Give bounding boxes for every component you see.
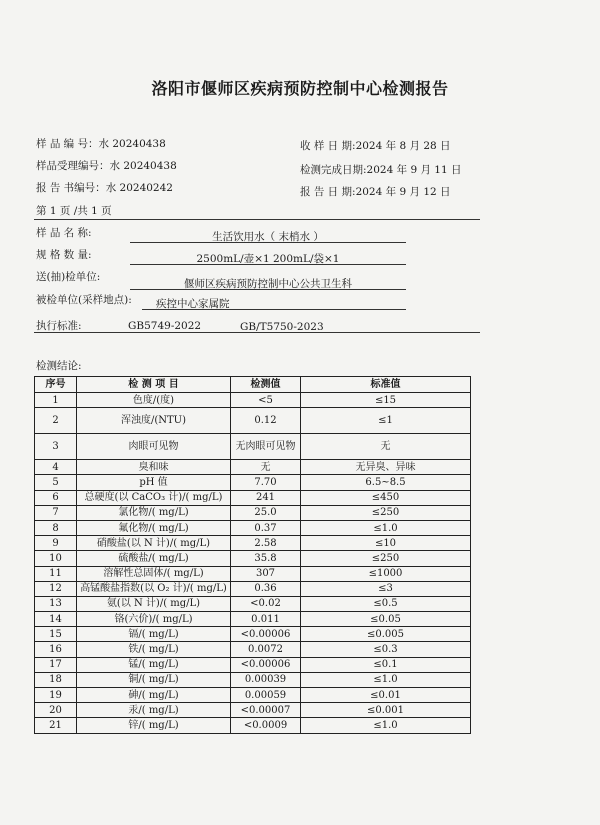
table-row: [35, 672, 471, 687]
cell-std: 无异臭、异味: [301, 460, 471, 475]
cell-no: 8: [35, 520, 77, 535]
table-header-row: [35, 377, 471, 393]
reported-label: 报 告 日 期:: [300, 186, 356, 198]
accept-no-label: 样品受理编号：: [36, 160, 110, 172]
table-row: [35, 581, 471, 596]
received-date: [300, 138, 451, 153]
cell-item: 锰/( mg/L): [77, 657, 231, 672]
cell-value: 241: [231, 490, 301, 505]
cell-std: 无: [301, 434, 471, 460]
cell-value: 0.00059: [231, 688, 301, 703]
standard-label: 执行标准:: [36, 320, 82, 332]
table-row: [35, 536, 471, 551]
cell-no: 2: [35, 408, 77, 434]
completed-date: [300, 162, 462, 177]
cell-item: 色度/(度): [77, 393, 231, 408]
cell-std: ≤0.1: [301, 657, 471, 672]
table-row: [35, 460, 471, 475]
cell-item: 溶解性总固体/( mg/L): [77, 566, 231, 581]
reported-date: [300, 184, 451, 199]
cell-item: 氯化物/( mg/L): [77, 505, 231, 520]
table-row: [35, 505, 471, 520]
cell-item: 肉眼可见物: [77, 434, 231, 460]
cell-value: 0.12: [231, 408, 301, 434]
cell-std: 6.5~8.5: [301, 475, 471, 490]
completed-value: 2024 年 9 月 11 日: [366, 164, 462, 176]
cell-no: 20: [35, 703, 77, 718]
cell-no: 6: [35, 490, 77, 505]
cell-item: 汞/( mg/L): [77, 703, 231, 718]
page-info: 第 1 页 /共 1 页: [36, 205, 112, 217]
cell-item: 铁/( mg/L): [77, 642, 231, 657]
inspected-underline: [142, 309, 406, 310]
table-row: [35, 688, 471, 703]
spec-underline: [130, 264, 406, 265]
cell-no: 5: [35, 475, 77, 490]
cell-no: 18: [35, 672, 77, 687]
table-row: [35, 475, 471, 490]
received-value: 2024 年 8 月 28 日: [355, 140, 451, 152]
conclusion-label: 检测结论:: [36, 360, 82, 372]
standard-2: GB/T5750-2023: [240, 321, 324, 333]
table-row: [35, 566, 471, 581]
cell-no: 7: [35, 505, 77, 520]
cell-no: 11: [35, 566, 77, 581]
header-std: 标准值: [301, 377, 471, 393]
cell-std: ≤0.001: [301, 703, 471, 718]
cell-value: <0.0009: [231, 718, 301, 733]
cell-item: 锌/( mg/L): [77, 718, 231, 733]
cell-no: 13: [35, 596, 77, 611]
cell-item: 臭和味: [77, 460, 231, 475]
cell-value: 0.00039: [231, 672, 301, 687]
cell-value: 35.8: [231, 551, 301, 566]
table-row: [35, 551, 471, 566]
cell-value: <0.02: [231, 596, 301, 611]
sender-underline: [130, 289, 406, 290]
sample-name-value: 生活饮用水（ 末梢水 ）: [212, 231, 324, 243]
cell-item: 铬(六价)/( mg/L): [77, 612, 231, 627]
report-no-value: 水 20240242: [105, 182, 173, 194]
cell-std: ≤0.3: [301, 642, 471, 657]
cell-value: 无肉眼可见物: [231, 434, 301, 460]
header-value: 检测值: [231, 377, 301, 393]
cell-std: ≤3: [301, 581, 471, 596]
table-row: [35, 520, 471, 535]
cell-item: 氟化物/( mg/L): [77, 520, 231, 535]
standard-1: GB5749-2022: [128, 320, 202, 332]
cell-std: ≤0.05: [301, 612, 471, 627]
inspected-label: 被检单位(采样地点):: [36, 294, 132, 306]
results-table: [34, 376, 471, 734]
cell-no: 19: [35, 688, 77, 703]
sample-no-value: 水 20240438: [98, 138, 166, 150]
cell-std: ≤10: [301, 536, 471, 551]
cell-no: 9: [35, 536, 77, 551]
cell-std: ≤15: [301, 393, 471, 408]
cell-no: 12: [35, 581, 77, 596]
cell-item: 氨(以 N 计)/( mg/L): [77, 596, 231, 611]
accept-no: [36, 158, 177, 173]
received-label: 收 样 日 期:: [300, 140, 356, 152]
cell-no: 14: [35, 612, 77, 627]
cell-item: 硫酸盐/( mg/L): [77, 551, 231, 566]
cell-value: 0.36: [231, 581, 301, 596]
cell-std: ≤1.0: [301, 718, 471, 733]
cell-value: 0.011: [231, 612, 301, 627]
spec-value: 2500mL/壶×1 200mL/袋×1: [196, 253, 340, 265]
cell-item: 硝酸盐(以 N 计)/( mg/L): [77, 536, 231, 551]
spec-label: 规 格 数 量:: [36, 249, 92, 261]
cell-value: 2.58: [231, 536, 301, 551]
cell-item: 总硬度(以 CaCO₃ 计)/( mg/L): [77, 490, 231, 505]
cell-value: <0.00007: [231, 703, 301, 718]
header-item: 检 测 项 目: [77, 377, 231, 393]
report-title: 洛阳市偃师区疾病预防控制中心检测报告: [151, 79, 449, 98]
cell-no: 3: [35, 434, 77, 460]
report-no-label: 报 告 书编号：: [36, 182, 106, 194]
table-row: [35, 657, 471, 672]
cell-value: 25.0: [231, 505, 301, 520]
cell-std: ≤1.0: [301, 672, 471, 687]
cell-no: 1: [35, 393, 77, 408]
cell-item: 铜/( mg/L): [77, 672, 231, 687]
table-row: [35, 718, 471, 733]
cell-value: <5: [231, 393, 301, 408]
cell-std: ≤450: [301, 490, 471, 505]
report-no: [36, 180, 173, 195]
cell-std: ≤250: [301, 505, 471, 520]
header-divider: [34, 219, 480, 220]
cell-value: 7.70: [231, 475, 301, 490]
cell-no: 4: [35, 460, 77, 475]
cell-item: 浑浊度/(NTU): [77, 408, 231, 434]
sender-label: 送(抽)检单位:: [36, 271, 101, 283]
cell-no: 21: [35, 718, 77, 733]
cell-no: 17: [35, 657, 77, 672]
cell-item: 砷/( mg/L): [77, 688, 231, 703]
cell-std: ≤250: [301, 551, 471, 566]
cell-no: 10: [35, 551, 77, 566]
cell-std: ≤1: [301, 408, 471, 434]
sender-value: 偃师区疾病预防控制中心公共卫生科: [184, 278, 352, 290]
table-row: [35, 642, 471, 657]
cell-no: 16: [35, 642, 77, 657]
cell-value: <0.00006: [231, 657, 301, 672]
table-row: [35, 612, 471, 627]
cell-std: ≤0.5: [301, 596, 471, 611]
reported-value: 2024 年 9 月 12 日: [355, 186, 451, 198]
cell-std: ≤1.0: [301, 520, 471, 535]
table-row: [35, 434, 471, 460]
cell-std: ≤0.01: [301, 688, 471, 703]
table-row: [35, 703, 471, 718]
table-row: [35, 596, 471, 611]
completed-label: 检测完成日期:: [300, 164, 367, 176]
table-row: [35, 627, 471, 642]
cell-std: ≤0.005: [301, 627, 471, 642]
cell-value: 0.0072: [231, 642, 301, 657]
cell-value: 307: [231, 566, 301, 581]
cell-std: ≤1000: [301, 566, 471, 581]
cell-item: 高锰酸盐指数(以 O₂ 计)/( mg/L): [77, 581, 231, 596]
standard-underline: [34, 332, 480, 333]
table-row: [35, 408, 471, 434]
cell-item: 镉/( mg/L): [77, 627, 231, 642]
cell-value: 无: [231, 460, 301, 475]
cell-value: 0.37: [231, 520, 301, 535]
cell-no: 15: [35, 627, 77, 642]
table-row: [35, 490, 471, 505]
cell-value: <0.00006: [231, 627, 301, 642]
inspected-value: 疾控中心家属院: [156, 298, 230, 310]
sample-no-label: 样 品 编 号：: [36, 138, 99, 150]
table-row: [35, 393, 471, 408]
accept-no-value: 水 20240438: [109, 160, 177, 172]
cell-item: pH 值: [77, 475, 231, 490]
sample-name-underline: [130, 242, 406, 243]
header-no: 序号: [35, 377, 77, 393]
sample-no: [36, 136, 166, 151]
sample-name-label: 样 品 名 称:: [36, 227, 92, 239]
